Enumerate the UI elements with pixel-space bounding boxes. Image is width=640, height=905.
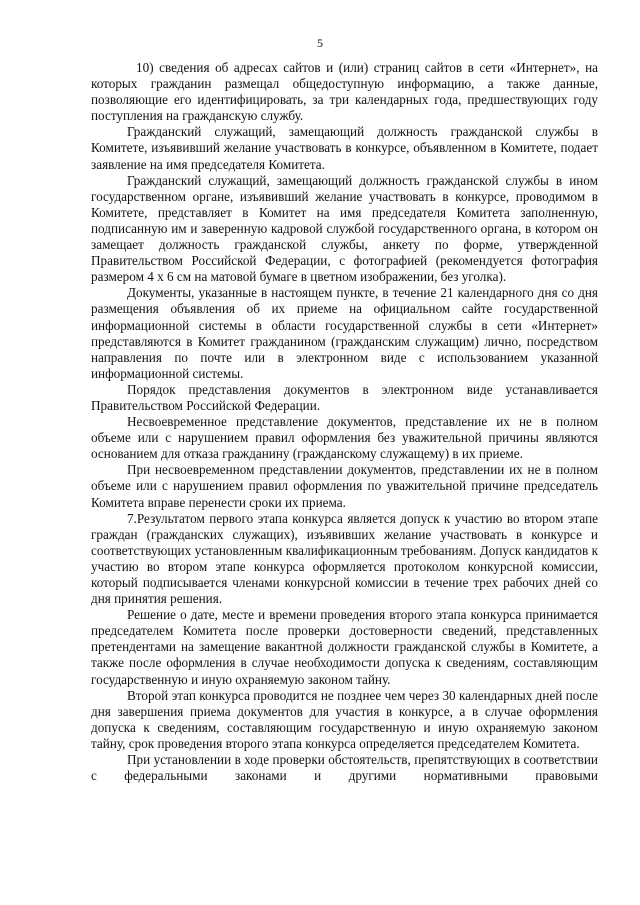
paragraph-valid-reason-postpone: При несвоевременном представлении документов, представлении их не в полном объеме или с нарушением правил оформления по уважительной причине председатель Комитета вправе перенести сроки их приема. (91, 462, 598, 510)
paragraph-10-site-info: 10) сведения об адресах сайтов и (или) страниц сайтов в сети «Интернет», на которых гражданин размещал общедоступную информацию, а также данные, позволяющие его идентифицировать, за три календарных года, предшествующих году поступления на гражданскую службу. (91, 60, 598, 124)
paragraph-document-submission-term: Документы, указанные в настоящем пункте, в течение 21 календарного дня со дня размещения объявления об их приеме на официальном сайте государственной информационной системы в области государственной службы в сети «Интернет» представляются в Комитет гражданином (гражданским служащим) лично, посредством направления по почте или в электронном виде с использованием указанной информационной системы. (91, 285, 598, 381)
paragraph-other-agency-employee: Гражданский служащий, замещающий должность гражданской службы в ином государственном органе, изъявивший желание участвовать в конкурсе, проводимом в Комитете, представляет в Комитет на имя председателя Комитета заполненную, подписанную им и заверенную кадровой службой государственного органа, в котором он замещает должность гражданской службы, анкету по форме, утвержденной Правительством Российской Федерации, с фотографией (рекомендуется фотография размером 4 х 6 см на матовой бумаге в цветном изображении, без уголка). (91, 172, 598, 285)
paragraph-committee-employee-application: Гражданский служащий, замещающий должность гражданской службы в Комитете, изъявивший желание участвовать в конкурсе, объявленном в Комитете, подает заявление на имя председателя Комитета. (91, 124, 598, 172)
paragraph-electronic-submission-order: Порядок представления документов в электронном виде устанавливается Правительством Российской Федерации. (91, 381, 598, 413)
paragraph-verification-circumstances: При установлении в ходе проверки обстоятельств, препятствующих в соответствии с федеральными законами и другими нормативными правовыми (91, 752, 598, 784)
page-number: 5 (317, 36, 323, 50)
document-body (91, 60, 598, 784)
paragraph-7-first-stage-result: 7.Результатом первого этапа конкурса является допуск к участию во втором этапе граждан (гражданских служащих), изъявивших желание участвовать в конкурсе и соответствующих установленным квалификационным требованиям. Допуск кандидатов к участию во втором этапе конкурса оформляется протоколом конкурсной комиссии, который подписывается членами конкурсной комиссии в течение трех рабочих дней со дня принятия решения. (91, 510, 598, 607)
paragraph-untimely-submission: Несвоевременное представление документов, представление их не в полном объеме или с нарушением правил оформления без уважительной причины являются основанием для отказа гражданину (гражданскому служащему) в их приеме. (91, 414, 598, 462)
paragraph-second-stage-decision: Решение о дате, месте и времени проведения второго этапа конкурса принимается председателем Комитета после проверки достоверности сведений, представленных претендентами на замещение вакантной должности гражданской службы в Комитете, а также после оформления в случае необходимости допуска к сведениям, составляющим государственную и иную охраняемую законом тайну. (91, 607, 598, 687)
paragraph-second-stage-timing: Второй этап конкурса проводится не позднее чем через 30 календарных дней после дня завершения приема документов для участия в конкурсе, а в случае оформления допуска к сведениям, составляющим государственную и иную охраняемую законом тайну, срок проведения второго этапа конкурса определяется председателем Комитета. (91, 687, 598, 751)
